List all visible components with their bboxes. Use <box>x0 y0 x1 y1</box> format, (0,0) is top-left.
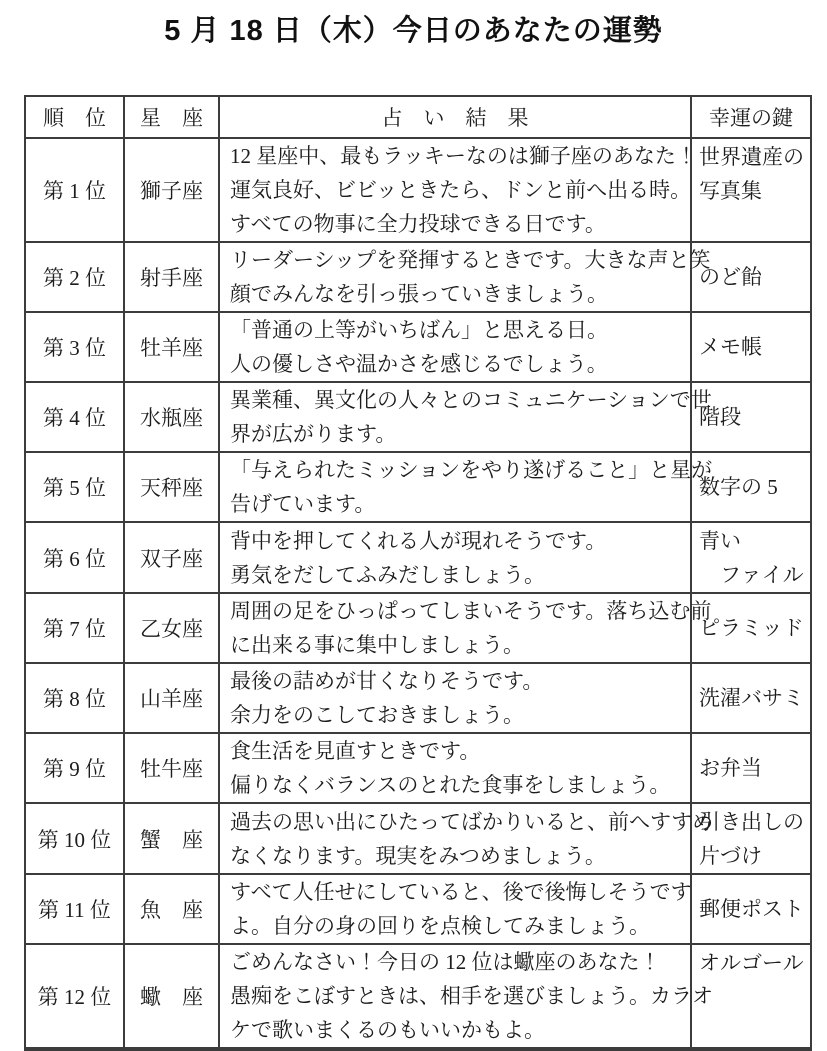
lucky-key-line: 洗濯バサミ <box>699 686 804 710</box>
fortune-line: 過去の思い出にひたってばかりいると、前へすすめ <box>230 809 714 834</box>
table-row <box>25 663 811 733</box>
fortune-line: 余力をのこしておきましょう。 <box>230 703 524 727</box>
table-row <box>25 874 811 944</box>
fortune-line: 食生活を見直すときです。 <box>230 739 481 763</box>
fortune-cell <box>219 593 712 663</box>
rank-cell: 第 1 位 <box>25 138 124 242</box>
fortune-cell <box>219 242 711 312</box>
sign-cell: 射手座 <box>124 242 219 312</box>
header-row <box>25 96 811 138</box>
rank-cell: 第 5 位 <box>25 452 124 522</box>
lucky-key-line: メモ帳 <box>699 335 762 359</box>
lucky-key-line: ピラミッド <box>699 616 804 640</box>
fortune-line: 周囲の足をひっぱってしまいそうです。落ち込む前 <box>230 599 712 623</box>
lucky-key-line: のど飴 <box>699 265 762 289</box>
sign-cell: 獅子座 <box>124 138 219 242</box>
lucky-key-line: 青い <box>699 529 741 553</box>
fortune-line: 背中を押してくれる人が現れそうです。 <box>230 528 607 553</box>
fortune-cell <box>219 138 697 242</box>
lucky-key-line: 片づけ <box>699 844 762 868</box>
table-row <box>25 944 811 1049</box>
sign-cell: 双子座 <box>124 522 219 593</box>
fortune-line: 「普通の上等がいちばん」と思える日。 <box>230 318 608 342</box>
fortune-line: すべて人任せにしていると、後で後悔しそうです <box>230 880 692 904</box>
rank-cell: 第 6 位 <box>25 522 124 593</box>
fortune-line: に出来る事に集中しましょう。 <box>230 633 524 657</box>
lucky-key-line: オルゴール <box>699 951 804 975</box>
fortune-table <box>24 95 812 1051</box>
fortune-line: リーダーシップを発揮するときです。大きな声と笑 <box>230 248 711 272</box>
fortune-line: 12 星座中、最もラッキーなのは獅子座のあなた！ <box>230 144 697 168</box>
col-header-fortune: 占 い 結 果 <box>219 96 691 138</box>
fortune-line: 運気良好、ビビッときたら、ドンと前へ出る時。 <box>230 178 692 202</box>
rank-cell: 第 3 位 <box>25 312 124 382</box>
col-header-rank: 順 位 <box>25 96 124 138</box>
rank-cell: 第 2 位 <box>25 242 124 312</box>
sign-cell: 蠍 座 <box>124 944 219 1049</box>
table-row <box>25 522 811 593</box>
sign-cell: 乙女座 <box>124 593 219 663</box>
sign-cell: 天秤座 <box>124 452 219 522</box>
sign-cell: 牡牛座 <box>124 733 219 803</box>
lucky-key-cell <box>691 733 811 803</box>
sign-cell: 蟹 座 <box>124 803 219 874</box>
fortune-cell <box>219 663 691 733</box>
lucky-key-line: 郵便ポスト <box>699 897 804 921</box>
table-row <box>25 452 811 522</box>
lucky-key-line: 世界遺産の <box>699 145 804 169</box>
fortune-line: 界が広がります。 <box>230 422 397 446</box>
lucky-key-cell <box>691 138 811 242</box>
fortune-cell <box>219 944 713 1049</box>
rank-cell: 第 7 位 <box>25 593 124 663</box>
fortune-line: ケで歌いまくるのもいいかもよ。 <box>230 1018 545 1042</box>
sign-cell: 山羊座 <box>124 663 219 733</box>
rank-cell: 第 4 位 <box>25 382 124 452</box>
page-title: 5 月 18 日（木）今日のあなたの運勢 <box>164 15 663 47</box>
sign-cell: 魚 座 <box>124 874 219 944</box>
fortune-cell <box>219 312 691 382</box>
rank-cell: 第 9 位 <box>25 733 124 803</box>
fortune-cell <box>219 874 691 944</box>
col-header-sign: 星 座 <box>124 96 219 138</box>
table-row <box>25 382 811 452</box>
lucky-key-cell <box>691 522 811 593</box>
fortune-line: 愚痴をこぼすときは、相手を選びましょう。カラオ <box>230 984 713 1008</box>
lucky-key-line: 写真集 <box>699 179 762 203</box>
fortune-line: なくなります。現実をみつめましょう。 <box>230 843 606 868</box>
fortune-line: ごめんなさい！今日の 12 位は蠍座のあなた！ <box>230 950 661 974</box>
table-row <box>25 593 811 663</box>
lucky-key-line: 階段 <box>699 405 741 429</box>
table-row <box>25 733 811 803</box>
fortune-cell <box>219 382 712 452</box>
fortune-line: すべての物事に全力投球できる日です。 <box>230 212 606 236</box>
rank-cell: 第 12 位 <box>25 944 124 1049</box>
lucky-key-cell <box>691 803 811 874</box>
lucky-key-cell <box>691 874 811 944</box>
lucky-key-line: お弁当 <box>699 756 762 780</box>
fortune-cell <box>219 733 691 803</box>
rank-cell: 第 8 位 <box>25 663 124 733</box>
col-header-lucky-key: 幸運の鍵 <box>691 96 811 138</box>
fortune-line: 偏りなくバランスのとれた食事をしましょう。 <box>230 773 671 797</box>
fortune-cell <box>219 522 691 593</box>
table-row <box>25 312 811 382</box>
sign-cell: 牡羊座 <box>124 312 219 382</box>
fortune-line: 「与えられたミッションをやり遂げること」と星が <box>230 458 713 482</box>
rank-cell: 第 11 位 <box>25 874 124 944</box>
lucky-key-line: ファイル <box>699 563 804 587</box>
fortune-line: 最後の詰めが甘くなりそうです。 <box>230 669 544 693</box>
fortune-line: 異業種、異文化の人々とのコミュニケーションで世 <box>230 388 712 412</box>
lucky-key-line: 数字の 5 <box>699 475 778 499</box>
fortune-cell <box>219 803 714 874</box>
table-row <box>25 242 811 312</box>
fortune-line: 告げています。 <box>230 492 376 516</box>
lucky-key-cell <box>691 312 811 382</box>
table-row <box>25 803 811 874</box>
fortune-cell <box>219 452 713 522</box>
fortune-line: 顔でみんなを引っ張っていきましょう。 <box>230 282 608 306</box>
lucky-key-line: 引き出しの <box>699 810 804 834</box>
fortune-line: 勇気をだしてふみだしましょう。 <box>230 562 545 587</box>
lucky-key-cell <box>691 663 811 733</box>
fortune-line: よ。自分の身の回りを点検してみましょう。 <box>230 914 650 938</box>
rank-cell: 第 10 位 <box>25 803 124 874</box>
table-row <box>25 138 811 242</box>
fortune-line: 人の優しさや温かさを感じるでしょう。 <box>230 352 608 376</box>
sign-cell: 水瓶座 <box>124 382 219 452</box>
fortune-table-body <box>25 138 811 1049</box>
